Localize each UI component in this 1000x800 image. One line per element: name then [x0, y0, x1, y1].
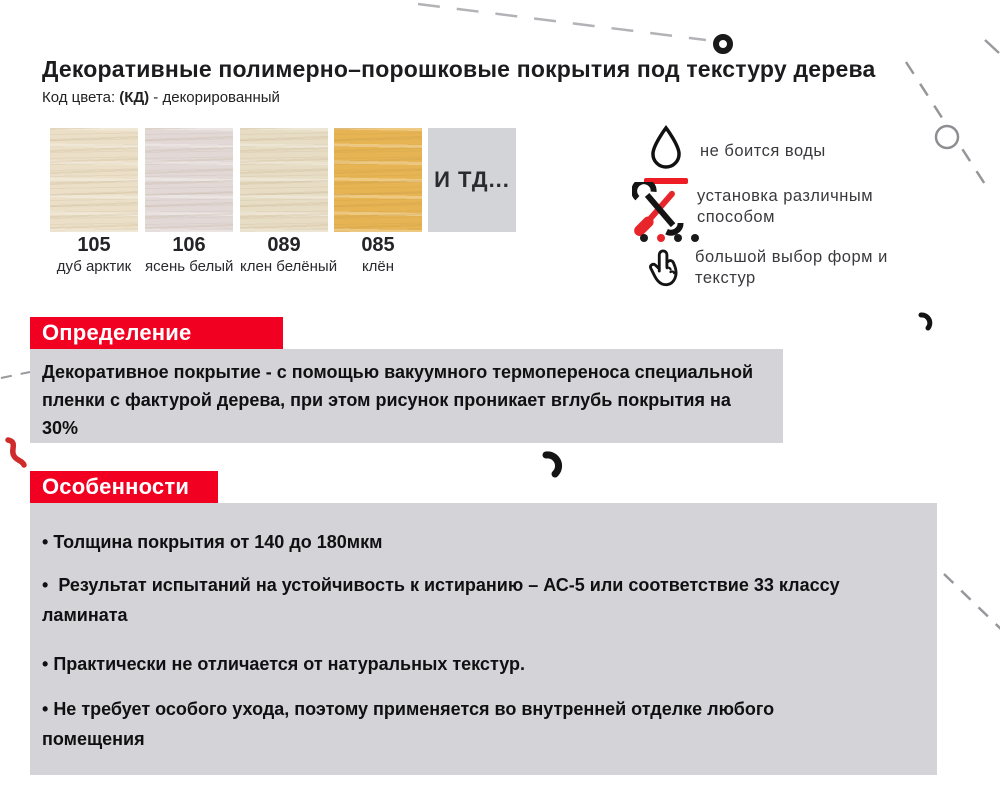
dashed-line-top — [418, 4, 706, 40]
tools-icon — [632, 182, 686, 241]
comma-mark-large — [546, 455, 559, 474]
definition-body-panel — [30, 349, 783, 443]
bullet-item: • Толщина покрытия от 140 до 180мкм — [42, 527, 919, 557]
feature-label-variety: большой выбор форм и текстур — [695, 248, 888, 287]
swatch-085[interactable] — [334, 128, 422, 232]
bullet-item: • Практически не отличается от натуральных текстур. — [42, 649, 919, 679]
red-squiggle — [8, 440, 24, 465]
feature-label-water: не боится воды — [700, 142, 826, 160]
comma-mark-small — [921, 315, 930, 328]
swatch-code: 105 — [77, 234, 111, 256]
dash-fragment-top-right — [985, 40, 999, 53]
swatch-106[interactable] — [145, 128, 233, 232]
definition-heading: Определение — [42, 320, 192, 345]
swatch-caption — [334, 234, 422, 275]
wood-texture-image — [50, 128, 138, 232]
dashed-fragment-left — [1, 372, 30, 378]
swatch-name: клен белёный — [240, 258, 338, 275]
subtitle-prefix: Код цвета: — [42, 89, 120, 106]
subtitle-code: (КД) — [119, 89, 150, 106]
more-swatches-label: И ТД... — [434, 167, 510, 192]
bullet-item: • Не требует особого ухода, поэтому применяется во внутренней отделке любого помещения — [42, 694, 812, 754]
swatch-code: 089 — [267, 234, 301, 256]
swatch-name: дуб арктик — [56, 258, 132, 275]
feature-label-install: установка различным способом — [697, 187, 874, 226]
bullet-item: • Результат испытаний на устойчивость к истиранию – АС-5 или соответствие 33 классу ламината — [42, 570, 919, 630]
swatch-code: 085 — [361, 234, 395, 256]
swatch-105[interactable] — [50, 128, 138, 232]
tap-hand-icon — [644, 246, 686, 301]
dashed-line-bottom-right — [944, 574, 1000, 632]
swatch-caption — [145, 234, 233, 275]
swatch-name: ясень белый — [145, 258, 234, 275]
color-code-subtitle — [42, 89, 280, 106]
wood-texture-image — [240, 128, 328, 232]
swatch-caption — [50, 234, 138, 275]
water-drop-icon — [644, 124, 688, 184]
dots-row-icon — [640, 234, 699, 242]
wood-texture-image — [145, 128, 233, 232]
features-heading-banner — [30, 471, 218, 503]
definition-heading-banner — [30, 317, 283, 349]
features-bullet-list — [42, 527, 919, 754]
swatch-caption — [240, 234, 338, 275]
circle-on-dashed-line — [936, 126, 958, 148]
features-panel — [30, 503, 937, 775]
features-heading: Особенности — [42, 474, 190, 499]
more-swatches-box[interactable] — [428, 128, 516, 232]
swatch-089[interactable] — [240, 128, 328, 232]
swatch-name: клён — [361, 258, 395, 275]
donut-dot — [716, 37, 730, 51]
subtitle-suffix: - декорированный — [149, 89, 280, 106]
wood-texture-image — [334, 128, 422, 232]
definition-body: Декоративное покрытие - с помощью вакуумного термопереноса специальной пленки с фактурой дерева, при этом рисунок проникает вглубь покрытия на 30% — [42, 362, 754, 438]
page-title: Декоративные полимерно–порошковые покрытия под текстуру дерева — [42, 56, 876, 82]
swatch-code: 106 — [172, 234, 206, 256]
